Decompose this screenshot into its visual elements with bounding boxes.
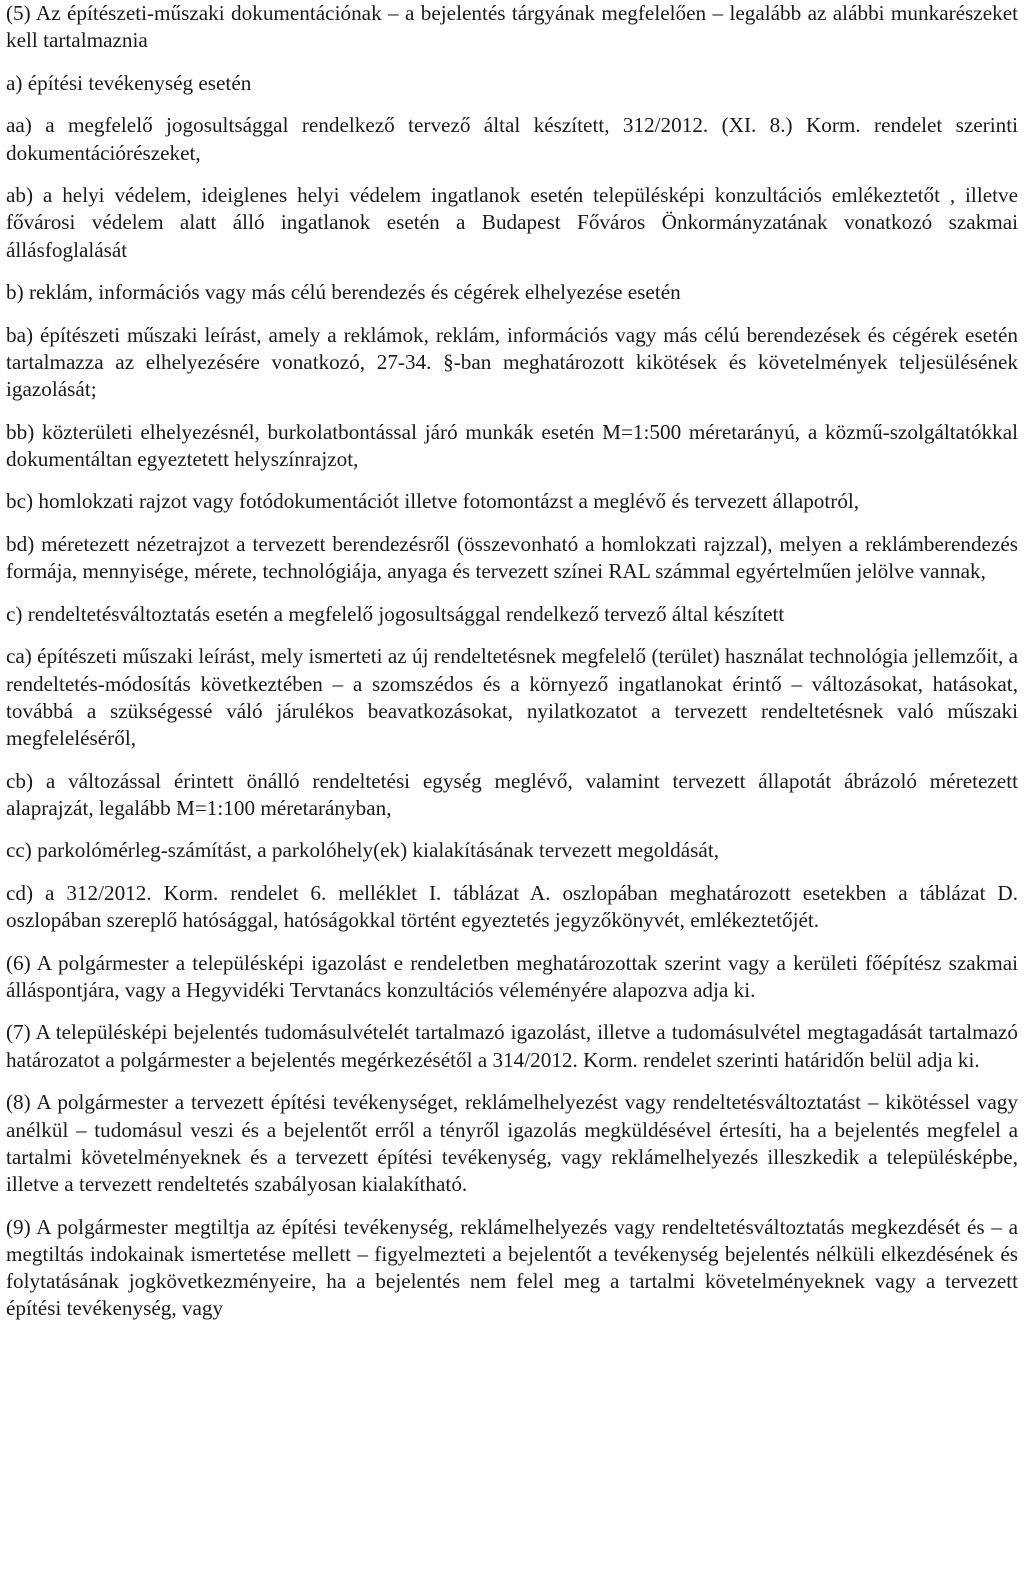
list-item-ab: ab) a helyi védelem, ideiglenes helyi védelem ingatlanok esetén településképi konzultációs emlékeztetőt , illetve fővárosi védelem alatt álló ingatlanok esetén a Budapest Főváros Önkormányzatának vonatkozó szakmai állásfoglalását: [6, 183, 1018, 262]
list-item-c: c) rendeltetésváltoztatás esetén a megfelelő jogosultsággal rendelkező tervező által készített: [6, 601, 785, 626]
list-item-bd: bd) méretezett nézetrajzot a tervezett berendezésről (összevonható a homlokzati rajzzal), melyen a reklámberendezés formája, mennyisége, mérete, technológiája, anyaga és tervezett színei RAL számmal egyértelműen jelölve vannak,: [6, 531, 1018, 584]
document-page: [6, 0, 1018, 1338]
paragraph-6: (6) A polgármester a településképi igazolást e rendeletben meghatározottak szerint vagy a kerületi főépítész szakmai álláspontjára, vagy a Hegyvidéki Tervtanács konzultációs véleményére alapozva adja ki.: [6, 950, 1018, 1002]
list-item-aa: aa) a megfelelő jogosultsággal rendelkező tervező által készített, 312/2012. (XI. 8.) Korm. rendelet szerinti dokumentációrészeket,: [6, 113, 1018, 165]
list-item-cd: cd) a 312/2012. Korm. rendelet 6. melléklet I. táblázat A. oszlopában meghatározott esetekben a táblázat D. oszlopában szereplő hatósággal, hatóságokkal történt egyeztetés jegyzőkönyvét, emlékeztetőjét.: [6, 880, 1018, 933]
paragraph-5: (5) Az építészeti-műszaki dokumentációnak – a bejelentés tárgyának megfelelően – legalább az alábbi munkarészeket kell tartalmaznia: [6, 1, 1018, 53]
list-item-ba: ba) építészeti műszaki leírást, amely a reklámok, reklám, információs vagy más célú berendezések és cégérek esetén tartalmazza az elhelyezésére vonatkozó, 27-34. §-ban meghatározott kikötések és követelmények teljesülésének igazolását;: [6, 322, 1018, 402]
list-item-bc: bc) homlokzati rajzot vagy fotódokumentációt illetve fotomontázst a meglévő és tervezett állapotról,: [6, 489, 860, 514]
list-item-ca: ca) építészeti műszaki leírást, mely ismerteti az új rendeltetésnek megfelelő (terület) használat technológia jellemzőit, a rendeltetés-módosítás következtében – a szomszédos és a környező ingatlanokat érintő – változásokat, hatásokat, továbbá a szükségessé váló járulékos beavatkozásokat, nyilatkozatot a tervezett rendeltetésnek való műszaki megfeleléséről,: [6, 644, 1018, 751]
list-item-b: b) reklám, információs vagy más célú berendezés és cégérek elhelyezése esetén: [6, 280, 681, 305]
list-item-bb: bb) közterületi elhelyezésnél, burkolatbontással járó munkák esetén M=1:500 méretarányú, a közmű-szolgáltatókkal dokumentáltan egyeztetett helyszínrajzot,: [6, 419, 1018, 471]
paragraph-8: (8) A polgármester a tervezett építési tevékenységet, reklámelhelyezést vagy rendeltetésváltoztatást – kikötéssel vagy anélkül – tudomásul veszi és a bejelentőt erről a tényről igazolás megküldésével értesíti, ha a bejelentés megfelel a tartalmi követelményeknek és a tervezett építési tevékenység, vagy reklámelhelyezés illeszkedik a településképbe, illetve a tervezett rendeltetés szabályosan kialakítható.: [6, 1090, 1018, 1197]
list-item-a: a) építési tevékenység esetén: [6, 70, 252, 95]
list-item-cb: cb) a változással érintett önálló rendeltetési egység meglévő, valamint tervezett állapotát ábrázoló méretezett alaprajzát, legalább M=1:100 méretarányban,: [6, 768, 1018, 820]
list-item-cc: cc) parkolómérleg-számítást, a parkolóhely(ek) kialakításának tervezett megoldását,: [6, 838, 719, 863]
paragraph-7: (7) A településképi bejelentés tudomásulvételét tartalmazó igazolást, illetve a tudomásulvétel megtagadását tartalmazó határozatot a polgármester a bejelentés megérkezésétől a 314/2012. Korm. rendelet szerinti határidőn belül adja ki.: [6, 1020, 1018, 1072]
paragraph-9: (9) A polgármester megtiltja az építési tevékenység, reklámelhelyezés vagy rendeltetésváltoztatás megkezdését és – a megtiltás indokainak ismertetése mellett – figyelmezteti a bejelentőt a tevékenység bejelentés nélküli elkezdésének és folytatásának jogkövetkezményeire, ha a bejelentés nem felel meg a tartalmi követelményeknek vagy a tervezett építési tevékenység, vagy: [6, 1214, 1018, 1321]
